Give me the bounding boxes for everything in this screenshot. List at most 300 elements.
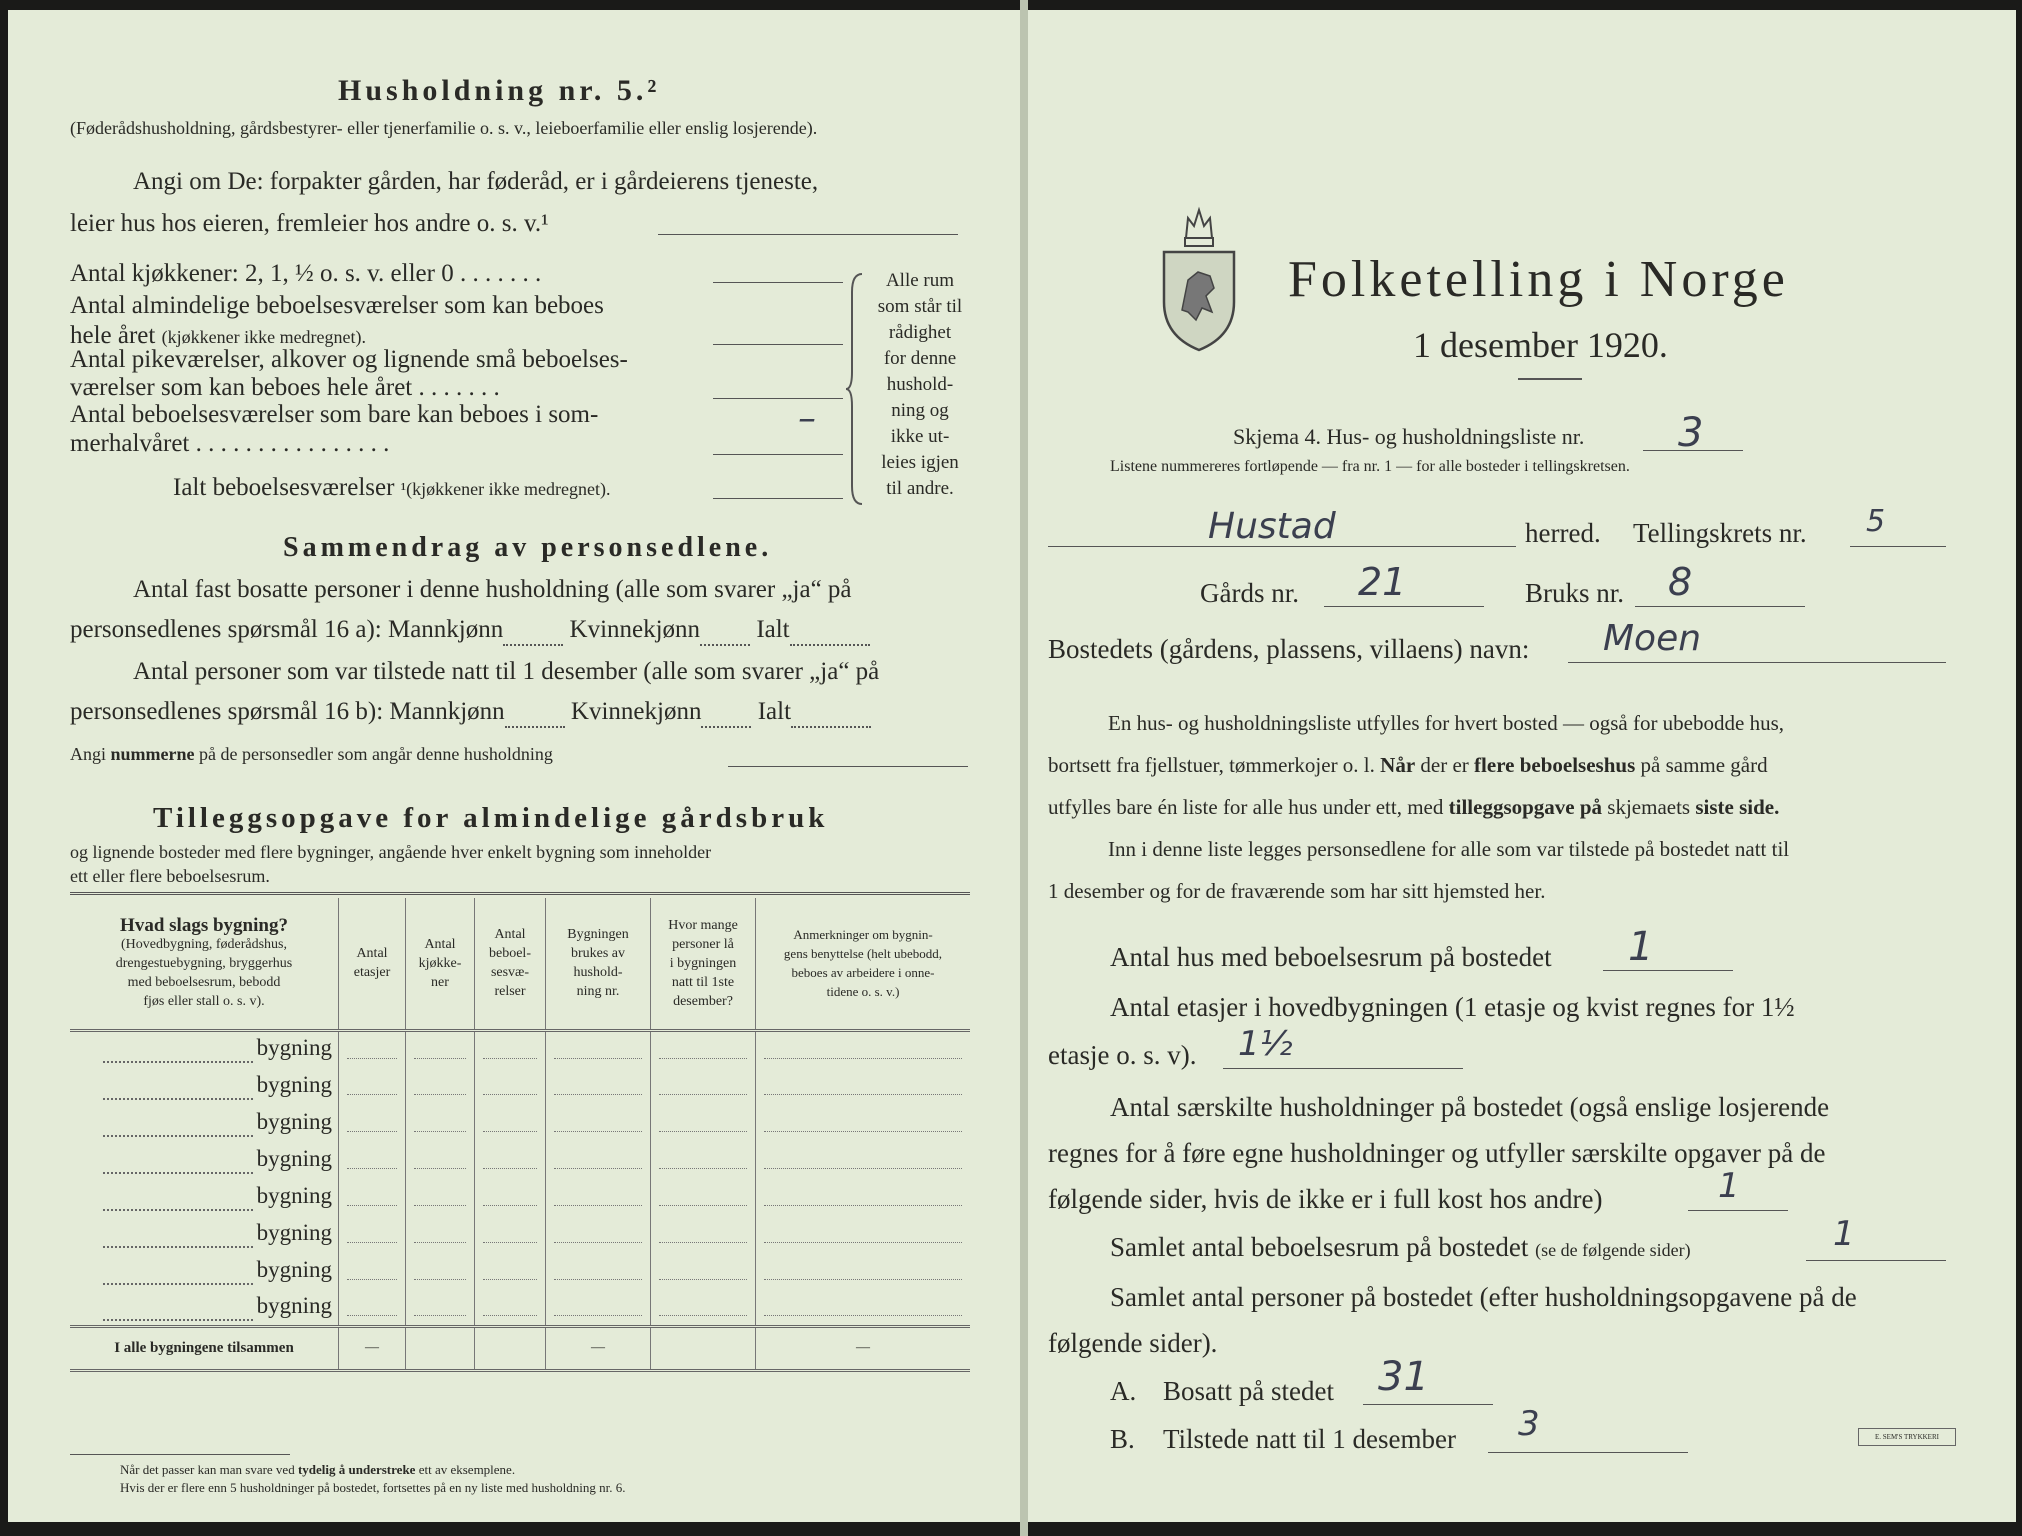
cell-field[interactable]: [554, 1297, 642, 1316]
col-remarks: [756, 898, 971, 1030]
cell-field[interactable]: [764, 1187, 962, 1206]
brace-note-line: som står til: [877, 296, 963, 317]
total-label: I alle bygningene tilsammen: [114, 1339, 294, 1356]
cell-field[interactable]: [414, 1040, 466, 1059]
para2-line-2: 1 desember og for de fraværende som har sitt hjemsted her.: [1048, 879, 1546, 903]
summary-b-female-field[interactable]: [701, 698, 751, 728]
census-title: Folketelling i Norge: [1288, 251, 1789, 308]
building-type-field[interactable]: [103, 1183, 253, 1211]
page-fold: [1020, 0, 1028, 1536]
summary-a-total-field[interactable]: [790, 616, 870, 646]
skjema-value: 3: [1678, 410, 1704, 456]
table-cell[interactable]: [475, 1215, 546, 1252]
building-table: [70, 898, 970, 1372]
qb-letter: B.: [1110, 1424, 1135, 1454]
cell-field[interactable]: [659, 1187, 747, 1206]
footnote-1-pre: Når det passer kan man svare ved: [120, 1462, 295, 1477]
table-cell[interactable]: [756, 1289, 971, 1326]
column-header-line: personer lå: [672, 936, 734, 952]
cell-field[interactable]: [347, 1076, 397, 1095]
footnote-1-post: ett av eksemplene.: [418, 1462, 516, 1477]
cell-field[interactable]: [414, 1187, 466, 1206]
table-cell[interactable]: [406, 1289, 475, 1326]
column-header-line: etasjer: [353, 965, 391, 981]
table-cell[interactable]: [475, 1030, 546, 1067]
col-rooms: [475, 898, 546, 1030]
kitchens-label: Antal kjøkkener: 2, 1, ½ o. s. v. eller 0 . . . . . . .: [70, 260, 542, 287]
para2-line-1: Inn i denne liste legges personsedlene for alle som var tilstede på bostedet natt til: [1108, 837, 1790, 861]
building-row-label: bygning: [256, 1256, 332, 1282]
total-cell: [475, 1326, 546, 1370]
table-row: [70, 1252, 970, 1289]
para1-line-3b: skjemaets: [1607, 795, 1691, 819]
ordinary-rooms-field[interactable]: [713, 344, 843, 345]
table-row: [70, 1215, 970, 1252]
cell-field[interactable]: [659, 1224, 747, 1243]
table-cell[interactable]: [651, 1289, 756, 1326]
table-cell[interactable]: [651, 1067, 756, 1104]
summary-a-total-label: Ialt: [756, 616, 790, 643]
para1-bold-3: tilleggsopgave på: [1448, 795, 1603, 819]
table-cell[interactable]: [406, 1067, 475, 1104]
column-header-line: sesvæ-: [490, 965, 530, 981]
table-cell[interactable]: [756, 1030, 971, 1067]
footnote-1: [120, 1462, 515, 1478]
tillegg-title: Tilleggsopgave for almindelige gårdsbruk: [153, 802, 829, 834]
summary-a-male-field[interactable]: [503, 616, 563, 646]
brace-note-line: hushold-: [886, 374, 954, 395]
brace-note-line: ning og: [891, 400, 949, 421]
table-cell[interactable]: [756, 1215, 971, 1252]
title-rule: [1518, 378, 1582, 380]
cell-field[interactable]: [659, 1297, 747, 1316]
total-rooms-note: ¹(kjøkkener ikke medregnet).: [400, 479, 611, 499]
table-cell[interactable]: [651, 1030, 756, 1067]
q3-value: 1: [1718, 1166, 1740, 1206]
summary-a-female-field[interactable]: [700, 616, 750, 646]
building-type-cell[interactable]: [70, 1252, 339, 1289]
listene-note: Listene nummereres fortløpende — fra nr. 1 — for alle bosteder i tellingskretsen.: [1110, 458, 1630, 475]
q1-label: Antal hus med beboelsesrum på bostedet: [1110, 942, 1552, 972]
q2-value: 1½: [1238, 1024, 1293, 1064]
footnote-2: Hvis der er flere enn 5 husholdninger på bostedet, fortsettes på en ny liste med husholdning nr. 6.: [120, 1480, 626, 1495]
column-header-line: Hvor mange: [668, 917, 738, 933]
right-page: [1028, 10, 2016, 1522]
summer-rooms-label-2: merhalvåret . . . . . . . . . . . . . . . .: [70, 430, 390, 457]
angi-numbers-line: [70, 744, 553, 765]
bosted-label: Bostedets (gårdens, plassens, villaens) navn:: [1048, 634, 1530, 664]
qb-value: 3: [1518, 1404, 1540, 1444]
q3-line-2: regnes for å føre egne husholdninger og utfyller særskilte opgaver på de: [1048, 1138, 1826, 1168]
total-rooms-field[interactable]: [713, 498, 843, 499]
bruks-label: Bruks nr.: [1525, 578, 1625, 608]
col-kitchens: [406, 898, 475, 1030]
small-rooms-label-2: værelser som kan beboes hele året . . . . . . .: [70, 374, 500, 401]
angi-pre: Angi: [70, 744, 106, 764]
building-row-label: bygning: [256, 1035, 332, 1061]
table-cell[interactable]: [651, 1141, 756, 1178]
printer-stamp: E. SEM'S TRYKKERI: [1858, 1428, 1956, 1446]
building-type-cell[interactable]: [70, 1141, 339, 1178]
table-row: [70, 1289, 970, 1326]
brace-note-line: leies igjen: [881, 452, 959, 473]
column-header-line: Bygningen: [567, 927, 629, 943]
total-dash: —: [756, 1326, 971, 1370]
cell-field[interactable]: [554, 1261, 642, 1280]
table-cell[interactable]: [475, 1141, 546, 1178]
table-row: [70, 1104, 970, 1141]
para1-line-2b: der er: [1420, 753, 1469, 777]
building-type-field[interactable]: [103, 1072, 253, 1100]
column-header-line: gens benyttelse (helt ubebodd,: [783, 946, 943, 962]
cell-field[interactable]: [414, 1261, 466, 1280]
cell-field[interactable]: [659, 1113, 747, 1132]
building-type-cell[interactable]: [70, 1215, 339, 1252]
summary-b-total-field[interactable]: [791, 698, 871, 728]
summary-a-label: personsedlenes spørsmål 16 a): Mannkjønn: [70, 616, 504, 643]
qa-label: Bosatt på stedet: [1163, 1376, 1334, 1406]
table-cell[interactable]: [546, 1067, 651, 1104]
q1-field[interactable]: [1603, 970, 1733, 971]
cell-field[interactable]: [347, 1150, 397, 1169]
bruks-field[interactable]: [1635, 606, 1805, 607]
cell-field[interactable]: [414, 1076, 466, 1095]
table-cell[interactable]: [756, 1067, 971, 1104]
cell-field[interactable]: [347, 1113, 397, 1132]
small-rooms-field[interactable]: [713, 398, 843, 399]
total-rooms-label: Ialt beboelsesværelser: [173, 474, 395, 501]
angi-bold: nummerne: [110, 744, 195, 764]
bruks-value: 8: [1668, 560, 1693, 604]
building-type-field[interactable]: [103, 1146, 253, 1174]
cell-field[interactable]: [483, 1224, 537, 1243]
table-cell[interactable]: [339, 1104, 406, 1141]
table-top-rule: [70, 892, 970, 895]
total-cell: [406, 1326, 475, 1370]
column-header-line: Antal: [424, 936, 456, 952]
table-total-row: [70, 1326, 970, 1370]
qb-field[interactable]: [1488, 1452, 1688, 1453]
para1-line-3a: utfylles bare én liste for alle hus under ett, med: [1048, 795, 1444, 819]
instructions-paragraph: [1048, 702, 1946, 912]
cell-field[interactable]: [554, 1040, 642, 1059]
summary-a-line-2: [70, 616, 870, 646]
q4-label: Samlet antal beboelsesrum på bostedet: [1110, 1232, 1529, 1262]
table-cell[interactable]: [475, 1289, 546, 1326]
gards-field[interactable]: [1324, 606, 1484, 607]
cell-field[interactable]: [764, 1150, 962, 1169]
instruction-line-2: leier hus hos eieren, fremleier hos andre o. s. v.¹: [70, 210, 549, 237]
building-type-cell[interactable]: [70, 1289, 339, 1326]
angi-post: på de personsedler som angår denne husholdning: [199, 744, 553, 764]
q4-field[interactable]: [1806, 1260, 1946, 1261]
table-cell[interactable]: [651, 1178, 756, 1215]
table-cell[interactable]: [651, 1215, 756, 1252]
building-type-cell[interactable]: [70, 1104, 339, 1141]
table-cell[interactable]: [756, 1141, 971, 1178]
para1-line-1: En hus- og husholdningsliste utfylles for hvert bosted — også for ubebodde hus,: [1108, 711, 1784, 735]
q1-value: 1: [1628, 924, 1654, 970]
cell-field[interactable]: [483, 1113, 537, 1132]
column-header-line: natt til 1ste: [671, 974, 735, 990]
column-header-line: Anmerkninger om bygnin-: [793, 927, 933, 943]
instruction-line-1: Angi om De: forpakter gården, har føderåd, er i gårdeierens tjeneste,: [133, 168, 819, 195]
cell-field[interactable]: [554, 1224, 642, 1243]
q2-line-1: Antal etasjer i hovedbygningen (1 etasje og kvist regnes for 1½: [1110, 992, 1795, 1022]
cell-field[interactable]: [659, 1076, 747, 1095]
table-cell[interactable]: [339, 1030, 406, 1067]
table-cell[interactable]: [339, 1289, 406, 1326]
para1-bold-1: Når: [1380, 753, 1416, 777]
building-type-cell[interactable]: [70, 1067, 339, 1104]
col-persons: [651, 898, 756, 1030]
building-row-label: bygning: [256, 1145, 332, 1171]
table-cell[interactable]: [406, 1030, 475, 1067]
qa-letter: A.: [1110, 1376, 1137, 1406]
cell-field[interactable]: [347, 1040, 397, 1059]
col-building-desc-line: (Hovedbygning, føderådshus,: [120, 936, 288, 952]
q3-line-1: Antal særskilte husholdninger på bostedet (også enslige losjerende: [1110, 1092, 1830, 1122]
footnote-rule: [70, 1454, 290, 1455]
household-note: (Føderådshusholdning, gårdsbestyrer- eller tjenerfamilie o. s. v., leieboerfamilie eller enslig losjerende).: [70, 118, 818, 138]
summer-rooms-label-1: Antal beboelsesværelser som bare kan beboes i som-: [70, 401, 599, 428]
summary-a-female-label: Kvinnekjønn: [569, 616, 701, 643]
q5-line-2: følgende sider).: [1048, 1328, 1218, 1358]
col-building-title: Hvad slags bygning?: [120, 914, 288, 936]
brace-note: [870, 268, 970, 502]
table-cell[interactable]: [756, 1178, 971, 1215]
brace-icon: [844, 272, 868, 506]
ordinary-rooms-label-1: Antal almindelige beboelsesværelser som kan beboes: [70, 292, 604, 319]
instruction-answer-line[interactable]: [658, 234, 958, 235]
table-cell[interactable]: [756, 1252, 971, 1289]
brace-note-line: Alle rum: [885, 270, 955, 291]
summary-b-total-label: Ialt: [757, 698, 792, 725]
herred-value: Hustad: [1208, 506, 1336, 547]
qa-field[interactable]: [1363, 1404, 1493, 1405]
col-building-desc-line: drengestuebygning, bryggerhus: [115, 955, 293, 971]
table-cell[interactable]: [546, 1252, 651, 1289]
col-building-type: [70, 898, 339, 1030]
summary-b-line-2: [70, 698, 871, 728]
column-header-line: brukes av: [570, 946, 626, 962]
table-cell[interactable]: [406, 1104, 475, 1141]
column-header-line: tidene o. s. v.): [826, 984, 900, 1000]
total-dash: —: [339, 1326, 406, 1370]
q4-note: (se de følgende sider): [1535, 1240, 1691, 1260]
brace-note-line: ikke ut-: [890, 426, 950, 447]
coat-of-arms-icon: [1158, 200, 1240, 352]
skjema-label: Skjema 4. Hus- og husholdningsliste nr.: [1233, 424, 1585, 449]
table-cell[interactable]: [651, 1252, 756, 1289]
tillegg-sub-2: ett eller flere beboelsesrum.: [70, 866, 270, 886]
tillegg-sub-1: og lignende bosteder med flere bygninger, angående hver enkelt bygning som inneholder: [70, 842, 712, 862]
col-building-desc-line: med beboelsesrum, bebodd: [127, 974, 281, 990]
summary-b-female-label: Kvinnekjønn: [570, 698, 702, 725]
col-building-desc-line: fjøs eller stall o. s. v).: [143, 993, 265, 1009]
column-header-line: desember?: [673, 993, 733, 1009]
column-header-line: ner: [431, 974, 449, 990]
cell-field[interactable]: [764, 1040, 962, 1059]
building-type-field[interactable]: [103, 1035, 253, 1063]
table-cell[interactable]: [546, 1178, 651, 1215]
cell-field[interactable]: [347, 1224, 397, 1243]
table-cell[interactable]: [406, 1215, 475, 1252]
table-cell[interactable]: [546, 1215, 651, 1252]
table-cell[interactable]: [406, 1178, 475, 1215]
building-type-field[interactable]: [103, 1257, 253, 1285]
cell-field[interactable]: [554, 1187, 642, 1206]
table-cell[interactable]: [475, 1067, 546, 1104]
col-household-nr: [546, 898, 651, 1030]
summary-b-male-field[interactable]: [505, 698, 565, 728]
table-cell[interactable]: [406, 1252, 475, 1289]
building-row-label: bygning: [256, 1182, 332, 1208]
ordinary-rooms-note: (kjøkkener ikke medregnet).: [161, 327, 367, 347]
column-header-line: Antal: [494, 927, 526, 943]
summary-title: Sammendrag av personsedlene.: [283, 532, 773, 563]
brace-note-line: for denne: [883, 348, 957, 369]
cell-field[interactable]: [764, 1297, 962, 1316]
cell-field[interactable]: [483, 1040, 537, 1059]
table-cell[interactable]: [475, 1104, 546, 1141]
cell-field[interactable]: [483, 1150, 537, 1169]
tellingskrets-field[interactable]: [1850, 546, 1946, 547]
q4-value: 1: [1833, 1214, 1855, 1254]
total-cell: [651, 1326, 756, 1370]
table-cell[interactable]: [339, 1252, 406, 1289]
summer-rooms-field[interactable]: [713, 454, 843, 455]
brace-note-line: rådighet: [888, 322, 952, 343]
para1-line-2a: bortsett fra fjellstuer, tømmerkojer o. l.: [1048, 753, 1375, 777]
para1-bold-4: siste side.: [1695, 795, 1780, 819]
table-cell[interactable]: [475, 1178, 546, 1215]
gards-value: 21: [1358, 560, 1407, 604]
cell-field[interactable]: [347, 1261, 397, 1280]
cell-field[interactable]: [659, 1040, 747, 1059]
bosted-field[interactable]: [1568, 662, 1946, 663]
footnote-1-bold: tydelig å understreke: [297, 1462, 416, 1477]
building-type-field[interactable]: [103, 1109, 253, 1137]
building-type-field[interactable]: [103, 1293, 253, 1321]
col-floors: [339, 898, 406, 1030]
q2-line-2: etasje o. s. v).: [1048, 1040, 1197, 1070]
cell-field[interactable]: [414, 1150, 466, 1169]
table-cell[interactable]: [475, 1252, 546, 1289]
kitchens-field[interactable]: [713, 282, 843, 283]
summary-b-line-1: Antal personer som var tilstede natt til 1 desember (alle som svarer „ja“ på: [133, 658, 880, 685]
total-dash: —: [546, 1326, 651, 1370]
cell-field[interactable]: [554, 1076, 642, 1095]
table-cell[interactable]: [339, 1178, 406, 1215]
table-row: [70, 1141, 970, 1178]
q5-line-1: Samlet antal personer på bostedet (efter husholdningsopgavene på de: [1110, 1282, 1857, 1312]
cell-field[interactable]: [347, 1187, 397, 1206]
cell-field[interactable]: [483, 1261, 537, 1280]
cell-field[interactable]: [764, 1261, 962, 1280]
ordinary-rooms-label-2: hele året: [70, 322, 156, 349]
column-header-line: beboel-: [489, 946, 531, 962]
angi-numbers-field[interactable]: [728, 766, 968, 767]
table-row: [70, 1178, 970, 1215]
summary-b-label: personsedlenes spørsmål 16 b): Mannkjønn: [70, 698, 505, 725]
cell-field[interactable]: [483, 1076, 537, 1095]
building-type-cell[interactable]: [70, 1030, 339, 1067]
cell-field[interactable]: [554, 1113, 642, 1132]
cell-field[interactable]: [483, 1297, 537, 1316]
table-cell[interactable]: [406, 1141, 475, 1178]
building-type-field[interactable]: [103, 1220, 253, 1248]
col-building-desc: [70, 935, 338, 1011]
cell-field[interactable]: [764, 1076, 962, 1095]
table-cell[interactable]: [339, 1067, 406, 1104]
column-header-line: i bygningen: [669, 955, 737, 971]
summary-a-line-1: Antal fast bosatte personer i denne husholdning (alle som svarer „ja“ på: [133, 576, 852, 603]
q3-line-3: følgende sider, hvis de ikke er i full kost hos andre): [1048, 1184, 1603, 1214]
table-cell[interactable]: [756, 1104, 971, 1141]
household-title: Husholdning nr. 5.²: [338, 74, 661, 107]
left-page: [8, 10, 1020, 1522]
gards-label: Gårds nr.: [1200, 578, 1299, 608]
table-cell[interactable]: [546, 1289, 651, 1326]
cell-field[interactable]: [414, 1224, 466, 1243]
building-row-label: bygning: [256, 1292, 332, 1318]
cell-field[interactable]: [347, 1297, 397, 1316]
building-row-label: bygning: [256, 1108, 332, 1134]
building-row-label: bygning: [256, 1071, 332, 1097]
table-cell[interactable]: [546, 1104, 651, 1141]
table-cell[interactable]: [546, 1141, 651, 1178]
q3-field[interactable]: [1688, 1210, 1788, 1211]
table-cell[interactable]: [339, 1141, 406, 1178]
column-header-line: Antal: [356, 946, 388, 962]
small-rooms-label-1: Antal pikeværelser, alkover og lignende små beboelses-: [70, 346, 628, 373]
para1-bold-2: flere beboelseshus: [1474, 753, 1636, 777]
table-row: [70, 1030, 970, 1067]
table-cell[interactable]: [651, 1104, 756, 1141]
cell-field[interactable]: [554, 1150, 642, 1169]
tellingskrets-value: 5: [1866, 504, 1886, 539]
cell-field[interactable]: [483, 1187, 537, 1206]
column-header-line: kjøkke-: [418, 955, 462, 971]
bosted-value: Moen: [1603, 618, 1702, 659]
column-header-line: relser: [494, 984, 526, 1000]
qa-value: 31: [1378, 1354, 1429, 1400]
summer-rooms-value: –: [798, 398, 816, 439]
qb-label: Tilstede natt til 1 desember: [1163, 1424, 1456, 1454]
tellingskrets-label: Tellingskrets nr.: [1633, 518, 1807, 548]
column-header-line: ning nr.: [576, 984, 620, 1000]
brace-note-line: til andre.: [886, 478, 954, 499]
table-row: [70, 1067, 970, 1104]
cell-field[interactable]: [659, 1150, 747, 1169]
building-type-cell[interactable]: [70, 1178, 339, 1215]
cell-field[interactable]: [414, 1113, 466, 1132]
column-header-line: hushold-: [573, 965, 623, 981]
table-cell[interactable]: [339, 1215, 406, 1252]
cell-field[interactable]: [764, 1224, 962, 1243]
cell-field[interactable]: [764, 1113, 962, 1132]
cell-field[interactable]: [659, 1261, 747, 1280]
column-header-line: beboes av arbeidere i onne-: [791, 965, 935, 981]
cell-field[interactable]: [414, 1297, 466, 1316]
census-date: 1 desember 1920.: [1413, 325, 1668, 365]
herred-label: herred.: [1525, 518, 1601, 548]
table-cell[interactable]: [546, 1030, 651, 1067]
q2-field[interactable]: [1223, 1068, 1463, 1069]
para1-line-2c: på samme gård: [1640, 753, 1768, 777]
building-row-label: bygning: [256, 1219, 332, 1245]
